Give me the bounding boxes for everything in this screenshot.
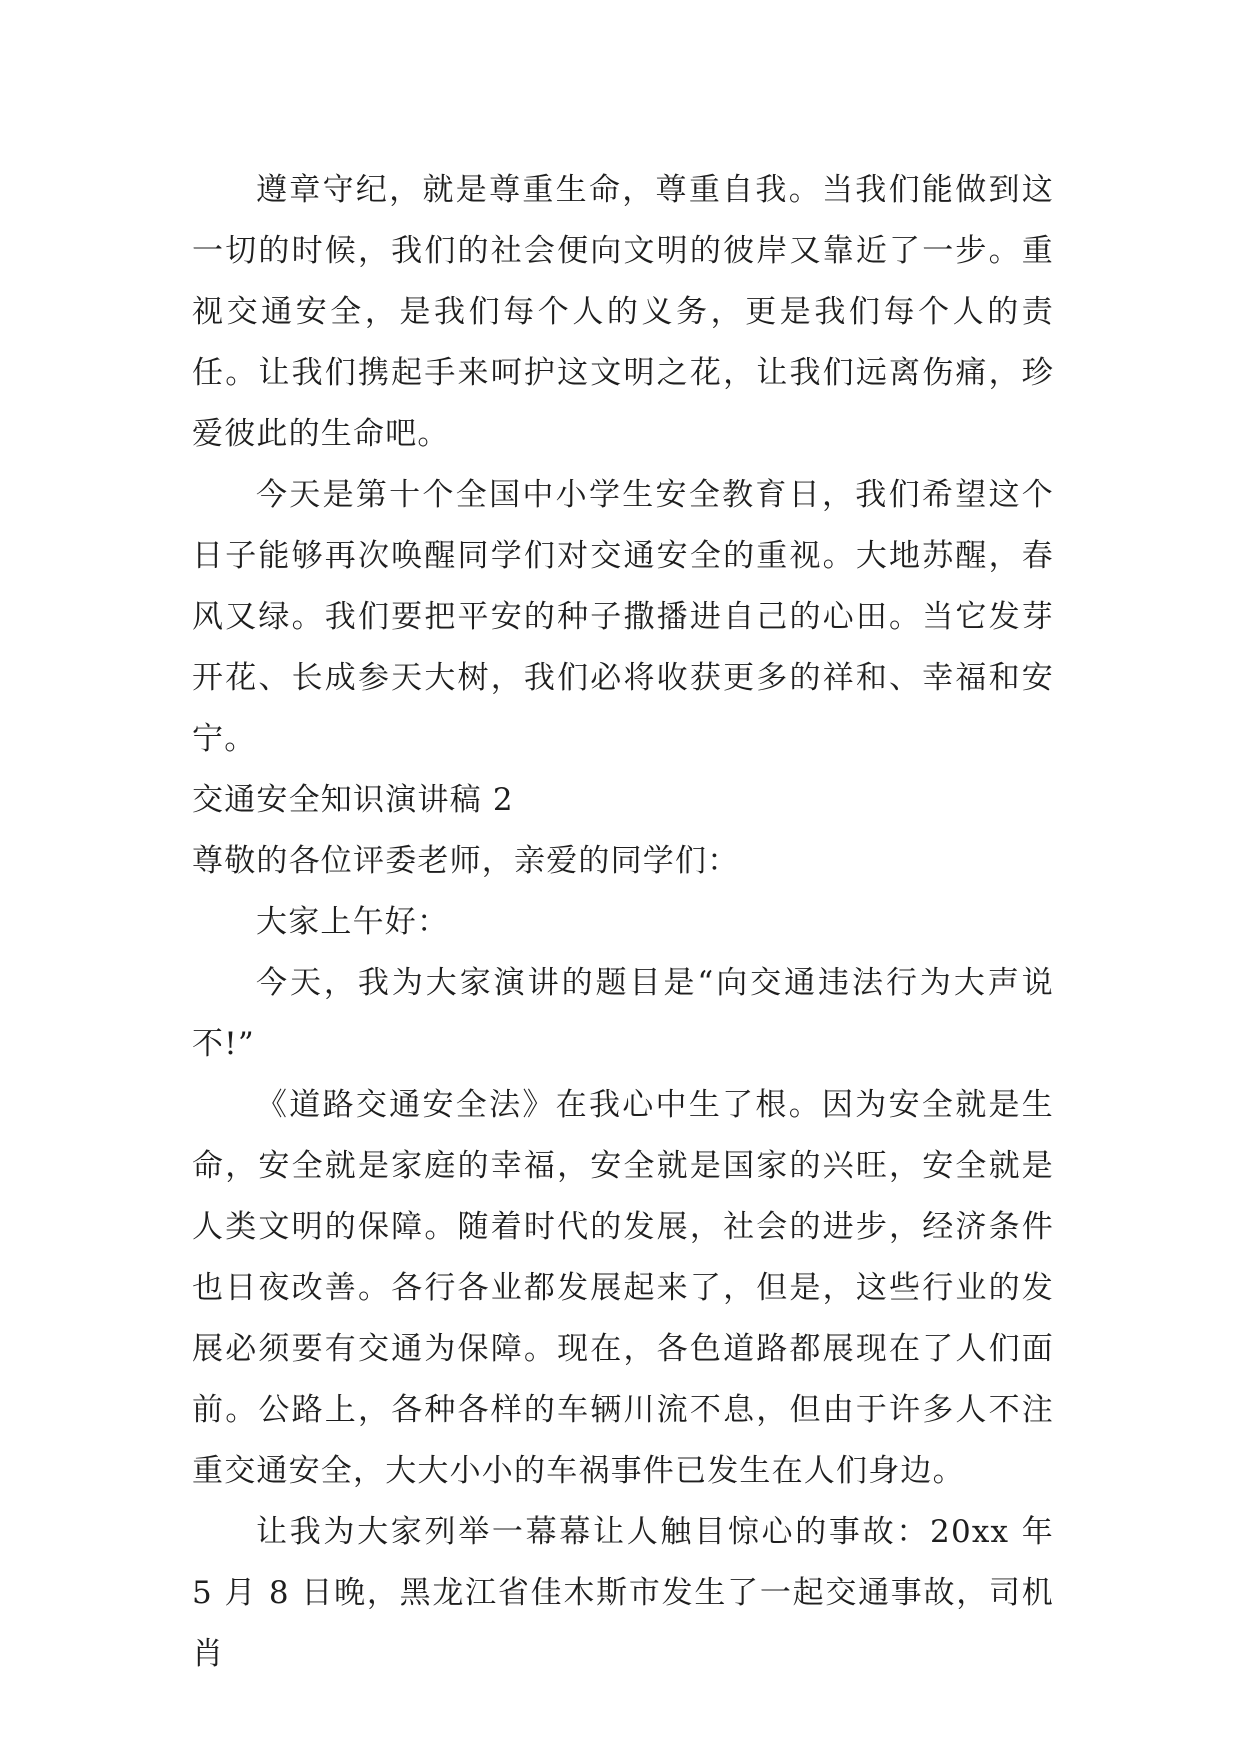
- greeting: 大家上午好：: [256, 904, 450, 940]
- paragraph-topic: 今天，我为大家演讲的题目是“向交通违法行为大声说不!”: [192, 965, 1054, 1062]
- speech-title: 交通安全知识演讲稿 2: [192, 782, 514, 818]
- paragraph-traffic-law: 《道路交通安全法》在我心中生了根。因为安全就是生命，安全就是家庭的幸福，安全就是国家的兴旺，安全就是人类文明的保障。随着时代的发展，社会的进步，经济条件也日夜改善。各行各业都发展起来了，但是，这些行业的发展必须要有交通为保障。现在，各色道路都展现在了人们面前。公路上，各种各样的车辆川流不息，但由于许多人不注重交通安全，大大小小的车祸事件已发生在人们身边。: [192, 1087, 1054, 1489]
- document-body: [192, 160, 1054, 1685]
- paragraph-respect-life: 遵章守纪，就是尊重生命，尊重自我。当我们能做到这一切的时候，我们的社会便向文明的彼岸又靠近了一步。重视交通安全，是我们每个人的义务，更是我们每个人的责任。让我们携起手来呵护这文明之花，让我们远离伤痛，珍爱彼此的生命吧。: [192, 172, 1054, 452]
- paragraph-safety-day: 今天是第十个全国中小学生安全教育日，我们希望这个日子能够再次唤醒同学们对交通安全的重视。大地苏醒，春风又绿。我们要把平安的种子撒播进自己的心田。当它发芽开花、长成参天大树，我们必将收获更多的祥和、幸福和安宁。: [192, 477, 1054, 757]
- paragraph-accident: 让我为大家列举一幕幕让人触目惊心的事故：20xx 年 5 月 8 日晚，黑龙江省佳木斯市发生了一起交通事故，司机肖: [192, 1514, 1054, 1672]
- salutation: 尊敬的各位评委老师，亲爱的同学们：: [192, 843, 740, 879]
